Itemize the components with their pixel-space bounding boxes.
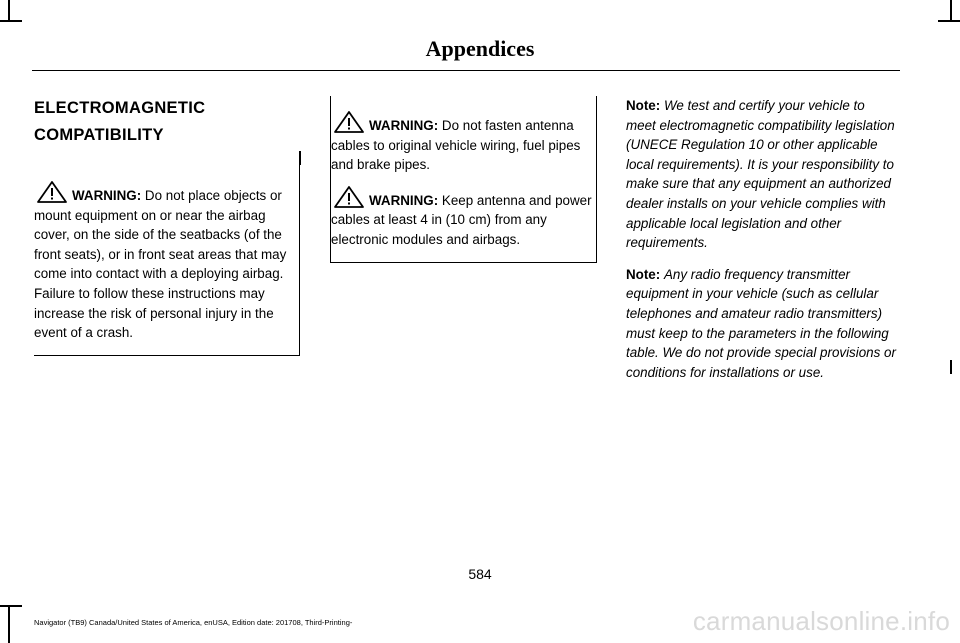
page-title: Appendices (425, 36, 535, 61)
header-rule (32, 70, 900, 71)
column-2 (331, 96, 597, 263)
warning-text: Keep antenna and power cables at least 4 in (10 cm) from any electronic modules and airbags. (331, 192, 592, 247)
box-corner (299, 151, 301, 165)
crop-mark-top-left-horizontal (0, 20, 22, 22)
crop-mark-bottom-left-horizontal (0, 605, 22, 607)
footer-edition-info: Navigator (TB9) Canada/United States of America, enUSA, Edition date: 201708, Third-Printing- (34, 618, 353, 627)
warning-label: WARNING: (369, 118, 439, 133)
note-label: Note: (626, 266, 661, 282)
note-text: Any radio frequency transmitter equipment in your vehicle (such as cellular telephones and amateur radio transmitters) must keep to the parameters in the following table. We do not provide special provisions or conditions for installations or use. (626, 266, 896, 380)
warning-item (331, 110, 592, 175)
note-label: Note: (626, 98, 661, 113)
warning-triangle-icon (333, 185, 365, 209)
crop-mark-bottom-left-vertical (8, 605, 10, 643)
warning-label: WARNING: (369, 192, 439, 208)
note (626, 265, 896, 383)
page-number: 584 (468, 566, 492, 582)
warning-text: Do not place objects or mount equipment on or near the airbag cover, on the side of the seatbacks (of the front seats), or in front seat areas that may come into contact with a deploying airbag. Failure to follow these instructions may increase the risk of personal injury in the event of a crash. (34, 188, 287, 341)
crop-mark-top-left-vertical (8, 0, 10, 22)
watermark: carmanualsonline.info (692, 606, 950, 636)
warning-triangle-icon (36, 180, 68, 204)
warning-text: Do not fasten antenna cables to original vehicle wiring, fuel pipes and brake pipes. (331, 118, 581, 173)
warning-label: WARNING: (72, 188, 142, 203)
warning-item (331, 185, 592, 250)
crop-mark-top-right-vertical (950, 0, 952, 22)
column-1 (34, 96, 300, 356)
note-text: We test and certify your vehicle to meet electromagnetic compatibility legislation (UNECE Regulation 10 or other applicable local requirements). It is your responsibility to make sure that any equipment an authorized dealer installs on your vehicle complies with applicable local legislation and other requirements. (626, 98, 895, 251)
warning-box (330, 96, 597, 263)
column-3 (626, 96, 896, 394)
warning-triangle-icon (333, 110, 365, 134)
section-heading (34, 96, 300, 147)
warning-box (34, 165, 300, 356)
note (626, 96, 896, 253)
warning-item (34, 180, 295, 343)
crop-mark-right-edge (950, 360, 952, 374)
section-heading-line-2: COMPATIBILITY (34, 126, 164, 144)
crop-mark-top-right-horizontal (938, 20, 960, 22)
section-heading-line-1: ELECTROMAGNETIC (34, 99, 206, 117)
